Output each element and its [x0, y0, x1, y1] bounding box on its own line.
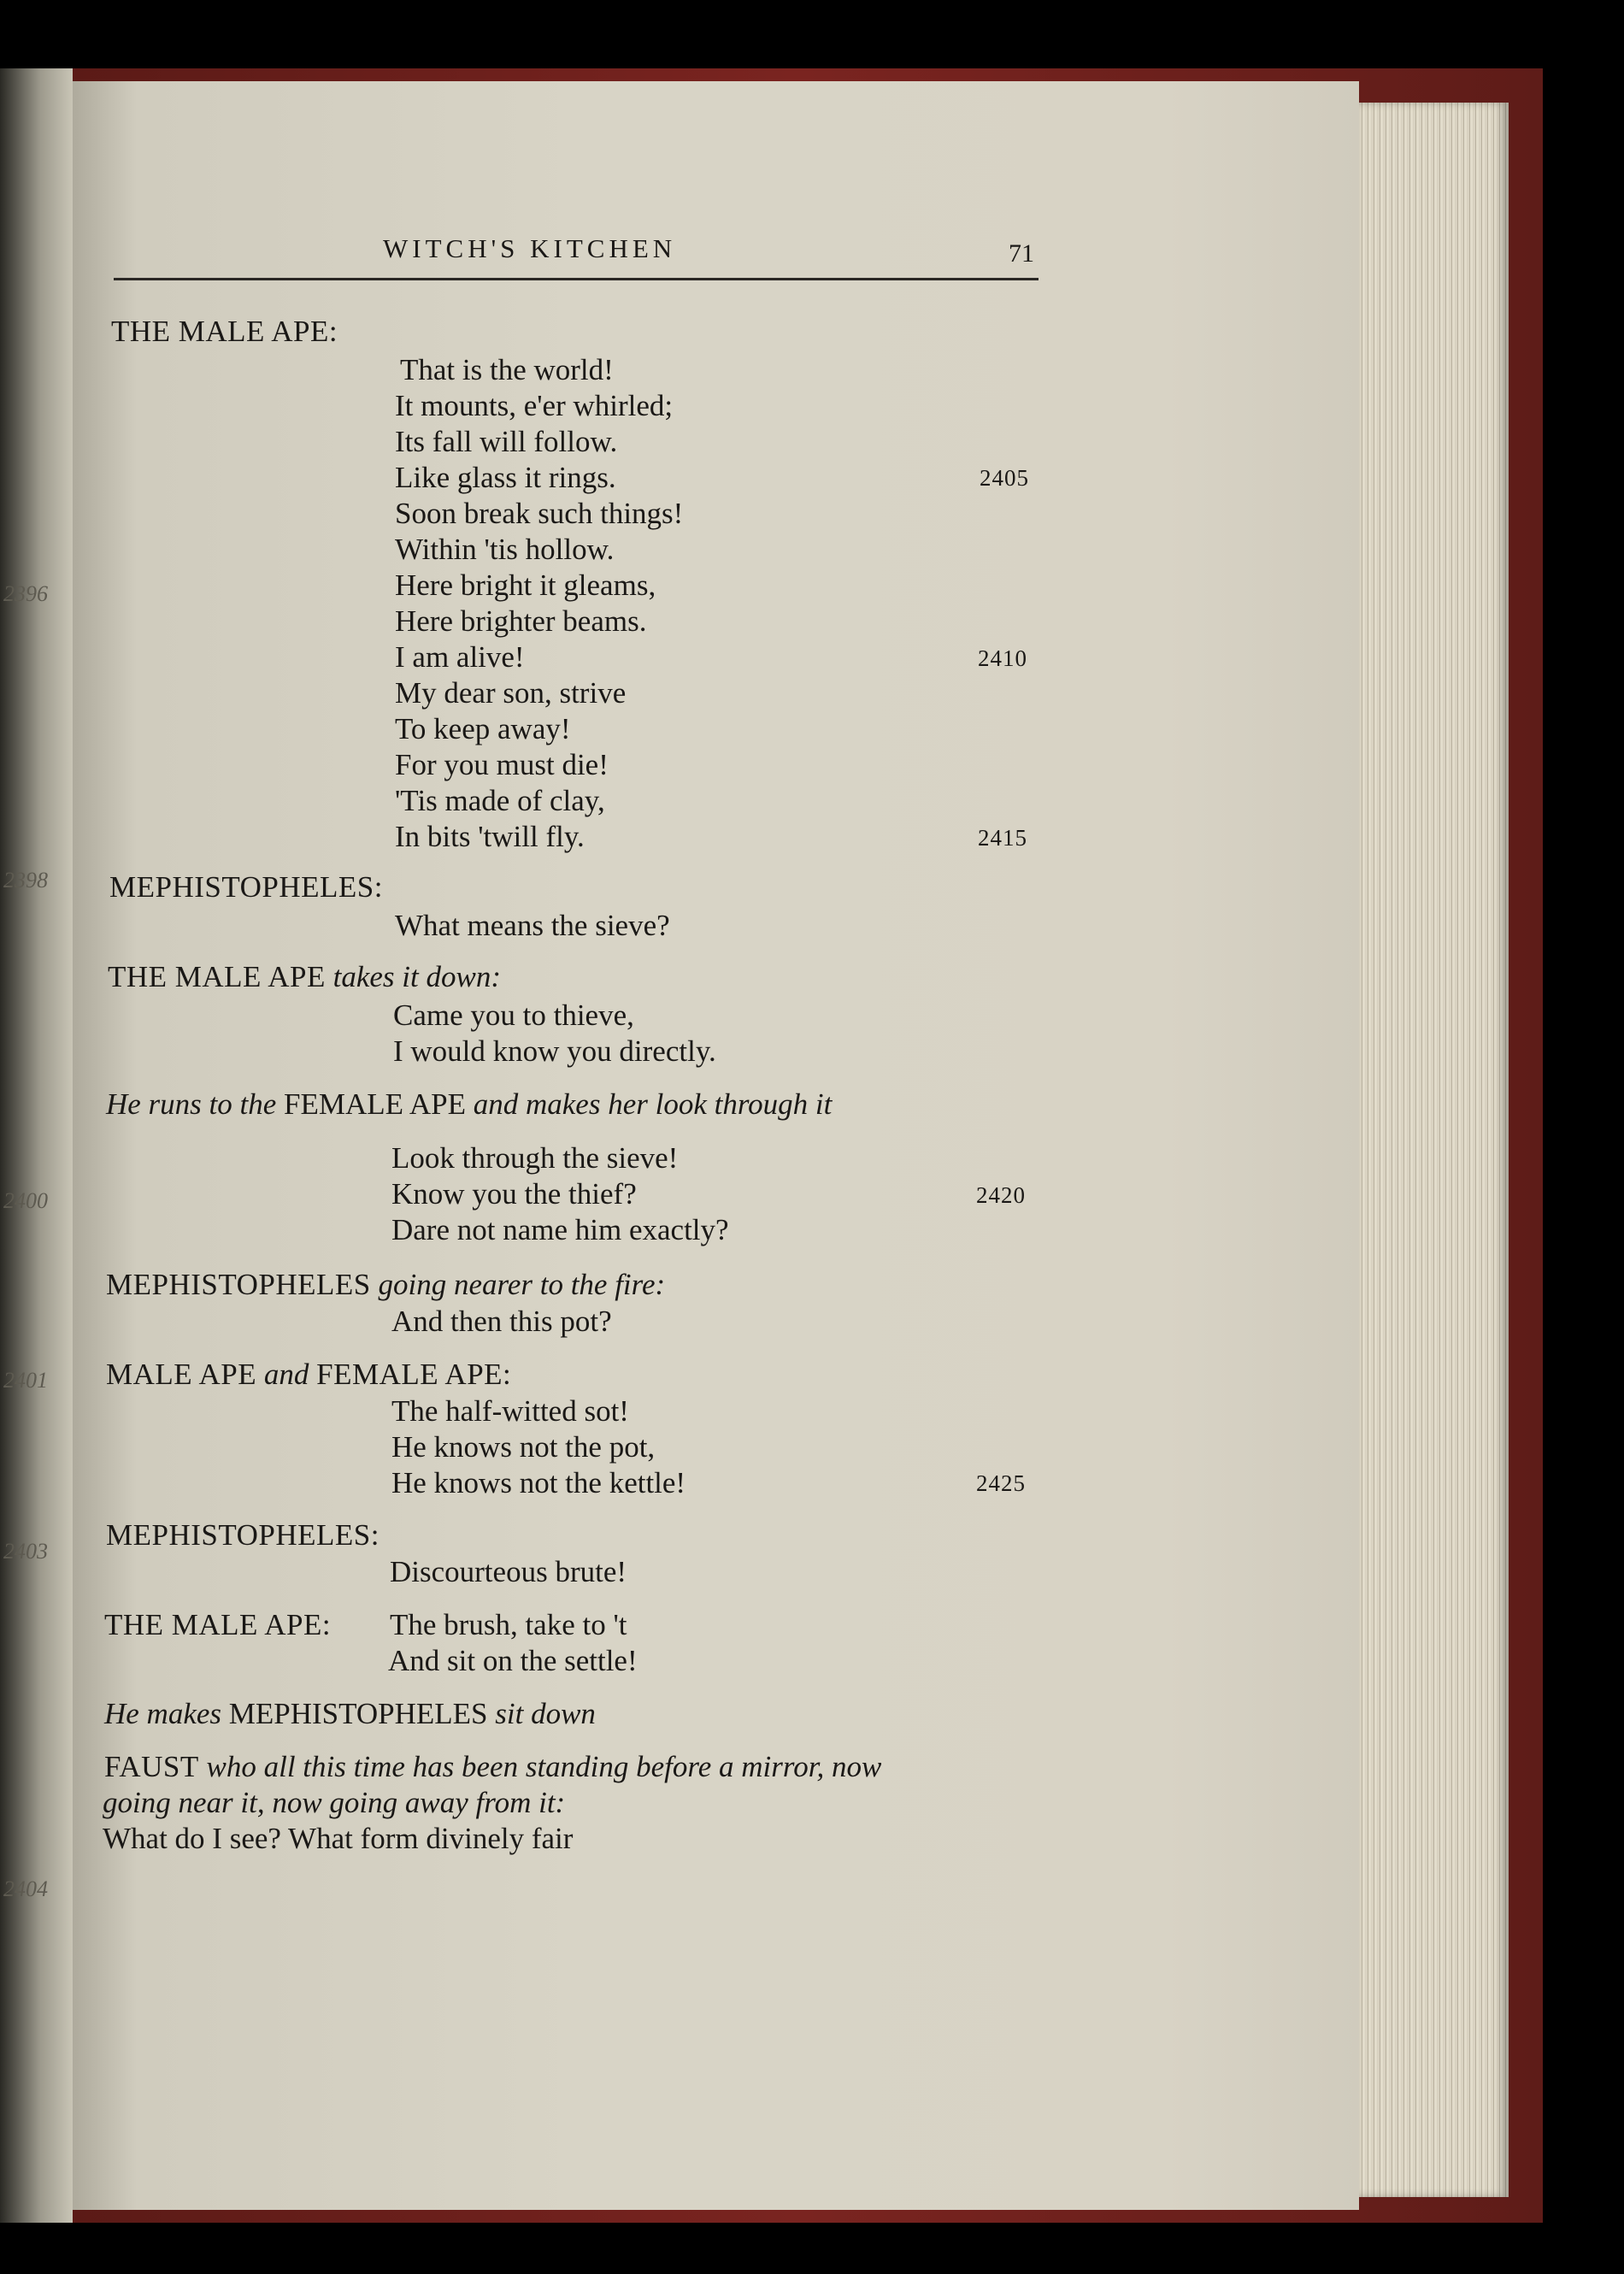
speaker-label: MEPHISTOPHELES: [106, 1268, 371, 1301]
book-page: [73, 81, 1359, 2210]
verse-line: To keep away!: [395, 712, 571, 745]
stage-direction-line: [103, 1788, 565, 1817]
left-page-fragment: 2403: [3, 1539, 48, 1564]
stage-direction-line: [104, 1699, 596, 1729]
line-number: 2405: [980, 465, 1029, 491]
stage-direction: He runs to the: [106, 1087, 277, 1121]
speaker-label: THE MALE APE:: [104, 1608, 332, 1641]
verse-line: And sit on the settle!: [388, 1644, 638, 1677]
verse-line: It mounts, e'er whirled;: [395, 389, 674, 422]
verse-line: And then this pot?: [391, 1305, 612, 1338]
verse-line: That is the world!: [400, 353, 614, 386]
verse-line: Know you the thief?: [391, 1177, 637, 1211]
verse-line: Discourteous brute!: [390, 1555, 627, 1588]
verse-line: What means the sieve?: [395, 909, 670, 942]
stage-direction: takes it down:: [332, 960, 502, 993]
stage-direction: going nearer to the fire:: [378, 1268, 666, 1301]
conjunction: and: [263, 1358, 309, 1391]
page-edges: [1359, 103, 1509, 2197]
speaker-line: [106, 1270, 665, 1299]
stage-direction: going near it, now going away from it:: [103, 1786, 566, 1819]
stage-direction: He makes: [104, 1697, 222, 1730]
character-name: FEMALE APE: [284, 1087, 466, 1121]
verse-line: I would know you directly.: [393, 1034, 716, 1068]
character-name: MEPHISTOPHELES: [228, 1697, 488, 1730]
verse-line: Its fall will follow.: [395, 425, 618, 458]
verse-line: He knows not the pot,: [391, 1430, 656, 1464]
stage-direction: sit down: [495, 1697, 596, 1730]
verse-line: Soon break such things!: [395, 497, 684, 530]
verse-line: Dare not name him exactly?: [391, 1213, 729, 1246]
verse-line: Look through the sieve!: [391, 1141, 679, 1175]
verse-line: Here brighter beams.: [395, 604, 647, 638]
verse-line: In bits 'twill fly.: [395, 820, 585, 853]
verse-line: My dear son, strive: [395, 676, 627, 710]
speaker-label: THE MALE APE:: [111, 315, 338, 348]
verse-line: 'Tis made of clay,: [395, 784, 605, 817]
header-rule: [114, 278, 1039, 280]
verse-line: Came you to thieve,: [393, 999, 634, 1032]
left-page-fragment: 2401: [3, 1368, 48, 1393]
verse-line: The half-witted sot!: [391, 1394, 629, 1428]
left-page-fragment: 2398: [3, 868, 48, 893]
speaker-line: [104, 1752, 881, 1782]
speaker-label: MEPHISTOPHELES:: [106, 1518, 380, 1552]
line-number: 2410: [978, 645, 1027, 671]
left-page-fragment: 2396: [3, 581, 48, 606]
verse-line: For you must die!: [395, 748, 609, 781]
running-title: WITCH'S KITCHEN: [383, 233, 677, 263]
left-page-fragment: 2404: [3, 1876, 48, 1901]
verse-line: What do I see? What form divinely fair: [103, 1822, 574, 1855]
speaker-label: FAUST: [104, 1750, 199, 1783]
left-page-fragment: 2400: [3, 1188, 48, 1213]
page-number: 71: [1009, 239, 1034, 268]
verse-line: Like glass it rings.: [395, 461, 616, 494]
line-number: 2425: [976, 1470, 1026, 1496]
line-number: 2420: [976, 1182, 1026, 1208]
speaker-line: [108, 962, 501, 992]
speaker-label: MEPHISTOPHELES:: [109, 870, 383, 904]
stage-direction: who all this time has been standing before a mirror, now: [206, 1750, 882, 1783]
verse-line: He knows not the kettle!: [391, 1466, 686, 1499]
speaker-label: FEMALE APE:: [316, 1358, 512, 1391]
speaker-line: [106, 1359, 511, 1389]
stage-direction-line: [106, 1089, 832, 1119]
stage-direction: and makes her look through it: [473, 1087, 833, 1121]
verse-line: Within 'tis hollow.: [395, 533, 615, 566]
verse-line: Here bright it gleams,: [395, 568, 656, 602]
speaker-label: THE MALE APE: [108, 960, 326, 993]
verse-line: The brush, take to 't: [390, 1608, 627, 1641]
speaker-label: MALE APE: [106, 1358, 257, 1391]
verse-line: I am alive!: [395, 640, 525, 674]
left-page-edge: [0, 68, 73, 2223]
line-number: 2415: [978, 825, 1027, 851]
